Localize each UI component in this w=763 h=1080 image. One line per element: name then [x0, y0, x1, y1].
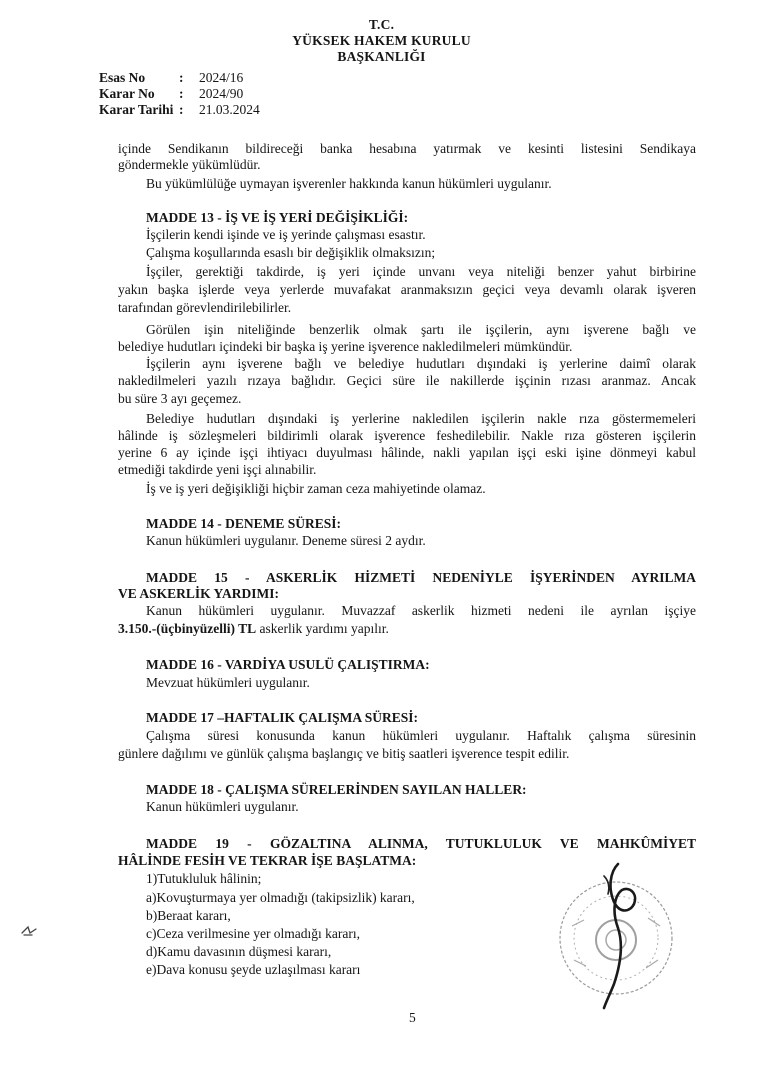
meta-key: Karar No: [99, 86, 155, 101]
text-line: Görülen işin niteliğinde benzerlik olmak şartı ile işçilerin, aynı işverene bağlı ve: [146, 322, 696, 337]
text-line: belediye hudutları içindeki bir başka iş yerine işverence nakledilmeleri mümkündür.: [118, 339, 573, 354]
meta-value: 2024/16: [199, 70, 244, 85]
handwritten-mark-icon: [20, 923, 38, 937]
list-item: e)Dava konusu şeyde uzlaşılması kararı: [146, 962, 361, 977]
article-18-heading: MADDE 18 - ÇALIŞMA SÜRELERİNDEN SAYILAN HALLER:: [146, 782, 527, 797]
text-line: Kanun hükümleri uygulanır.: [146, 799, 299, 814]
text-line: İşçiler, gerektiği takdirde, iş yeri içinde unvanı veya niteliği benzer yahut birbirine: [146, 264, 696, 279]
article-15-heading-cont: VE ASKERLİK YARDIMI:: [118, 586, 280, 601]
list-item: 1)Tutukluluk hâlinin;: [146, 871, 262, 886]
text-line: Kanun hükümleri uygulanır. Muvazzaf askerlik hizmeti nedeni ile ayrılan işçiye: [146, 603, 696, 618]
text-line: Çalışma süresi konusunda kanun hükümleri uygulanır. Haftalık çalışma süresinin: [146, 728, 696, 743]
text-line: [118, 621, 696, 636]
meta-value: 2024/90: [199, 86, 244, 101]
list-item: c)Ceza verilmesine yer olmadığı kararı,: [146, 926, 361, 941]
text-line: İşçilerin aynı işverene bağlı ve belediye hudutları dışındaki iş yerlerine daimî olarak: [146, 356, 696, 371]
meta-karar-no: [99, 86, 243, 101]
meta-sep: :: [179, 102, 184, 117]
text-fragment: askerlik yardımı yapılır.: [256, 621, 389, 636]
header-institution: YÜKSEK HAKEM KURULU: [292, 33, 471, 48]
text-line: yerine 6 ay içinde işçi ihtiyacı duyulması hâlinde, nakli yapılan işçi eski işine dönmeyi kabul: [118, 445, 696, 460]
article-15-heading: MADDE 15 - ASKERLİK HİZMETİ NEDENİYLE İŞYERİNDEN AYRILMA: [146, 570, 696, 585]
text-line: Çalışma koşullarında esaslı bir değişiklik olmaksızın;: [146, 245, 436, 260]
official-stamp-with-signature: [544, 856, 682, 1011]
text-line: günlere dağılımı ve günlük çalışma başlangıç ve bitiş saatleri işverence tespit edilir.: [118, 746, 570, 761]
meta-sep: :: [179, 70, 184, 85]
page-number: 5: [409, 1010, 416, 1025]
text-line: etmediği takdirde yeni işçi alınabilir.: [118, 462, 317, 477]
text-line: İşçilerin kendi işinde ve iş yerinde çalışması esastır.: [146, 227, 426, 242]
list-item: b)Beraat kararı,: [146, 908, 231, 923]
text-line: içinde Sendikanın bildireceği banka hesabına yatırmak ve kesinti listesini Sendikaya: [118, 141, 696, 156]
header-office: BAŞKANLIĞI: [337, 49, 426, 64]
amount-text: 3.150.-(üçbinyüzelli) TL: [118, 621, 257, 636]
text-line: Mevzuat hükümleri uygulanır.: [146, 675, 310, 690]
text-line: tarafından görevlendirilebilirler.: [118, 300, 292, 315]
text-line: İş ve iş yeri değişikliği hiçbir zaman ceza mahiyetinde olamaz.: [146, 481, 486, 496]
article-17-heading: MADDE 17 –HAFTALIK ÇALIŞMA SÜRESİ:: [146, 710, 419, 725]
meta-karar-tarihi: [99, 102, 260, 117]
article-14-heading: MADDE 14 - DENEME SÜRESİ:: [146, 516, 342, 531]
text-line: nakledilmeleri yazılı rızaya bağlıdır. Geçici süre ile nakillerde işçinin rızası aranmaz. Ancak: [118, 373, 696, 388]
text-line: Bu yükümlülüğe uymayan işverenler hakkında kanun hükümleri uygulanır.: [146, 176, 552, 191]
list-item: a)Kovuşturmaya yer olmadığı (takipsizlik) kararı,: [146, 890, 415, 905]
list-item: d)Kamu davasının düşmesi kararı,: [146, 944, 332, 959]
text-line: Belediye hudutları dışındaki iş yerlerine nakledilen işçilerin nakle rıza göstermemeleri: [146, 411, 696, 426]
meta-key: Karar Tarihi: [99, 102, 174, 117]
article-19-heading: MADDE 19 - GÖZALTINA ALINMA, TUTUKLULUK VE MAHKÛMİYET: [146, 836, 696, 851]
meta-sep: :: [179, 86, 184, 101]
text-line: Kanun hükümleri uygulanır. Deneme süresi 2 aydır.: [146, 533, 426, 548]
text-line: göndermekle yükümlüdür.: [118, 157, 261, 172]
meta-esas-no: [99, 70, 243, 85]
article-16-heading: MADDE 16 - VARDİYA USULÜ ÇALIŞTIRMA:: [146, 657, 430, 672]
meta-key: Esas No: [99, 70, 146, 85]
text-line: bu süre 3 ayı geçemez.: [118, 391, 242, 406]
header-tc: T.C.: [368, 17, 395, 32]
text-line: hâlinde iş sözleşmeleri bildirimli olarak işverence feshedilebilir. Nakle rıza gösteren işçilerin: [118, 428, 696, 443]
text-line: yakın başka işlerde veya yerlerde muvafakat aranmaksızın geçici veya devamlı olarak işveren: [118, 282, 696, 297]
article-19-heading-cont: HÂLİNDE FESİH VE TEKRAR İŞE BAŞLATMA:: [118, 853, 417, 868]
meta-value: 21.03.2024: [199, 102, 260, 117]
article-13-heading: MADDE 13 - İŞ VE İŞ YERİ DEĞİŞİKLİĞİ:: [146, 210, 409, 225]
